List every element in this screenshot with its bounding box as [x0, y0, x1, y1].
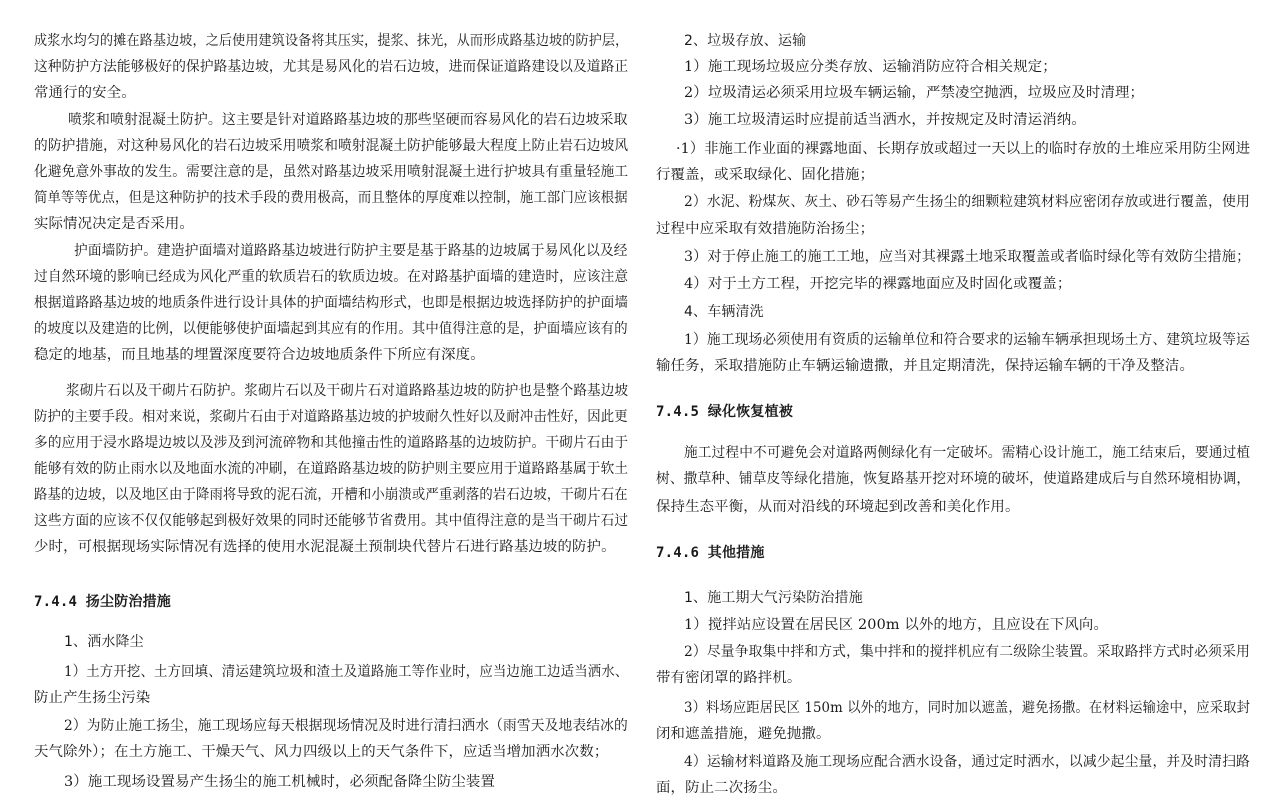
text-line: 面，防止二次扬尘。	[656, 780, 787, 796]
section-heading-7-4-6: 7.4.6 其他措施	[656, 545, 765, 561]
text-line: 保持生态平衡，从而对沿线的环境起到改善和美化作用。	[656, 499, 1020, 515]
list-item: 1）搅拌站应设置在居民区 200m 以外的地方，且应设在下风向。	[684, 617, 1108, 633]
text-line: 4）运输材料道路及施工现场应配合洒水设备，通过定时洒水，以减少起尘量，并及时清扫路	[684, 754, 1250, 770]
text-line: 实际情况决定是否采用。	[34, 216, 194, 232]
text-line: 输任务，采取措施防止车辆运输遗撒，并且定期清洗，保持运输车辆的干净及整洁。	[656, 358, 1195, 374]
text-line: 2）尽量争取集中拌和方式，集中拌和的搅拌机应有二级除尘装置。采取路拌方式时必须采用	[684, 644, 1250, 660]
text-line: 化避免意外事故的发生。需要注意的是，虽然对路基边坡采用喷射混凝土进行护坡具有重量轻施工	[34, 164, 629, 180]
list-item: 2）垃圾清运必须采用垃圾车辆运输，严禁凌空抛洒，垃圾应及时清理；	[684, 85, 1145, 101]
subsection-heading: 1、施工期大气污染防治措施	[684, 590, 863, 606]
text-line: 2）为防止施工扬尘，施工现场应每天根据现场情况及时进行清扫洒水（雨雪天及地表结冰的	[64, 718, 628, 734]
text-line: 根据道路路基边坡的地质条件进行设计具体的护面墙结构形式，也即是根据边坡选择防护的护面墙	[34, 295, 629, 311]
text-line: 1）土方开挖、土方回填、清运建筑垃圾和渣土及道路施工等作业时，应当边施工边适当洒水、	[64, 664, 629, 680]
text-line: 防护的主要手段。相对来说，浆砌片石由于对道路路基边坡的护坡耐久性好以及耐冲击性好，因此更	[34, 409, 628, 425]
text-line: 闭和遮盖措施，避免抛撒。	[656, 726, 831, 742]
text-line: 3）料场应距居民区 150m 以外的地方，同时加以遮盖，避免扬撒。在材料运输途中，应采取封	[684, 700, 1250, 716]
text-line: 多的应用于浸水路堤边坡以及涉及到河流碎物和其他撞击性的道路路基的边坡防护。干砌片石由于	[34, 435, 629, 451]
text-line: 稳定的地基，而且地基的埋置深度要符合边坡地质条件下所应有深度。	[34, 347, 485, 363]
text-line: 过程中应采取有效措施防治扬尘；	[656, 221, 875, 237]
text-line: 树、撒草种、铺草皮等绿化措施，恢复路基开挖对环境的破坏，使道路建成后与自然环境相协调，	[656, 471, 1251, 487]
list-item: 4）对于土方工程，开挖完毕的裸露地面应及时固化或覆盖；	[684, 276, 1072, 292]
text-line: ·1）非施工作业面的裸露地面、长期存放或超过一天以上的临时存放的土堆应采用防尘网进	[676, 141, 1251, 157]
text-line: 少时，可根据现场实际情况有选择的使用水泥混凝土预制块代替片石进行路基边坡的防护。	[34, 539, 616, 555]
section-heading-7-4-4: 7.4.4 扬尘防治措施	[34, 594, 171, 610]
subsection-heading: 2、垃圾存放、运输	[684, 33, 807, 49]
text-line: 1）施工现场必须使用有资质的运输单位和符合要求的运输车辆承担现场土方、建筑垃圾等运	[684, 332, 1250, 348]
list-item: 3）施工垃圾清运时应提前适当洒水，并按规定及时清运消纳。	[684, 112, 1086, 128]
text-line: 这些方面的应该不仅仅能够起到极好效果的同时还能够节省费用。其中值得注意的是当干砌片石过	[34, 513, 629, 529]
text-line: 施工过程中不可避免会对道路两侧绿化有一定破坏。需精心设计施工，施工结束后，要通过植	[684, 445, 1251, 461]
text-line: 的防护措施，对这种易风化的岩石边坡采用喷浆和喷射混凝土防护能够最大程度上防止岩石边坡风	[34, 138, 629, 154]
list-item: 1）施工现场垃圾应分类存放、运输消防应符合相关规定；	[684, 59, 1057, 75]
text-line: 常通行的安全。	[34, 85, 136, 101]
text-line: 简单等等优点，但是这种防护的技术手段的费用极高，而且整体的厚度难以控制，施工部门应该根据	[34, 190, 628, 206]
text-line: 喷浆和喷射混凝土防护。这主要是针对道路路基边坡的那些坚硬而容易风化的岩石边坡采取	[68, 112, 628, 128]
text-line: 的坡度以及建造的比例，以便能够使护面墙起到其应有的作用。其中值得注意的是，护面墙应该有的	[34, 321, 628, 337]
text-line: 路基的边坡，以及地区由于降雨将导致的泥石流，开槽和小崩溃或严重剥落的岩石边坡，干砌片石在	[34, 487, 628, 503]
text-line: 浆砌片石以及干砌片石防护。浆砌片石以及干砌片石对道路路基边坡的防护也是整个路基边坡	[66, 383, 629, 399]
text-line: 成浆水均匀的摊在路基边坡，之后使用建筑设备将其压实，提浆、抹光，从而形成路基边坡的防护层，	[34, 33, 629, 49]
text-line: 这种防护方法能够极好的保护路基边坡，尤其是易风化的岩石边坡，进而保证道路建设以及道路正	[34, 59, 629, 75]
text-line: 2）水泥、粉煤灰、灰土、砂石等易产生扬尘的细颗粒建筑材料应密闭存放或进行覆盖，使用	[684, 194, 1250, 210]
list-item: 3）对于停止施工的施工工地，应当对其裸露土地采取覆盖或者临时绿化等有效防尘措施；	[684, 249, 1251, 265]
text-line: 护面墙防护。建造护面墙对道路路基边坡进行防护主要是基于路基的边坡属于易风化以及经	[74, 243, 628, 259]
text-line: 天气除外）；在土方施工、干燥天气、风力四级以上的天气条件下，应适当增加洒水次数；	[34, 744, 609, 760]
text-line: 防止产生扬尘污染	[34, 690, 151, 706]
section-heading-7-4-5: 7.4.5 绿化恢复植被	[656, 404, 793, 420]
subsection-heading: 4、车辆清洗	[684, 304, 764, 320]
text-line: 过自然环境的影响已经成为风化严重的软质岩石的软质边坡。在对路基护面墙的建造时，应该注意	[34, 269, 629, 285]
text-line: 行覆盖，或采取绿化、固化措施；	[656, 167, 875, 183]
subsection-heading: 1、洒水降尘	[64, 634, 144, 650]
text-line: 能够有效的防止雨水以及地面水流的冲刷，在道路路基边坡的防护则主要应用于道路路基属于软土	[34, 461, 629, 477]
text-line: 带有密闭罩的路拌机。	[656, 670, 802, 686]
text-line: 3）施工现场设置易产生扬尘的施工机械时，必须配备降尘防尘装置	[64, 774, 495, 790]
